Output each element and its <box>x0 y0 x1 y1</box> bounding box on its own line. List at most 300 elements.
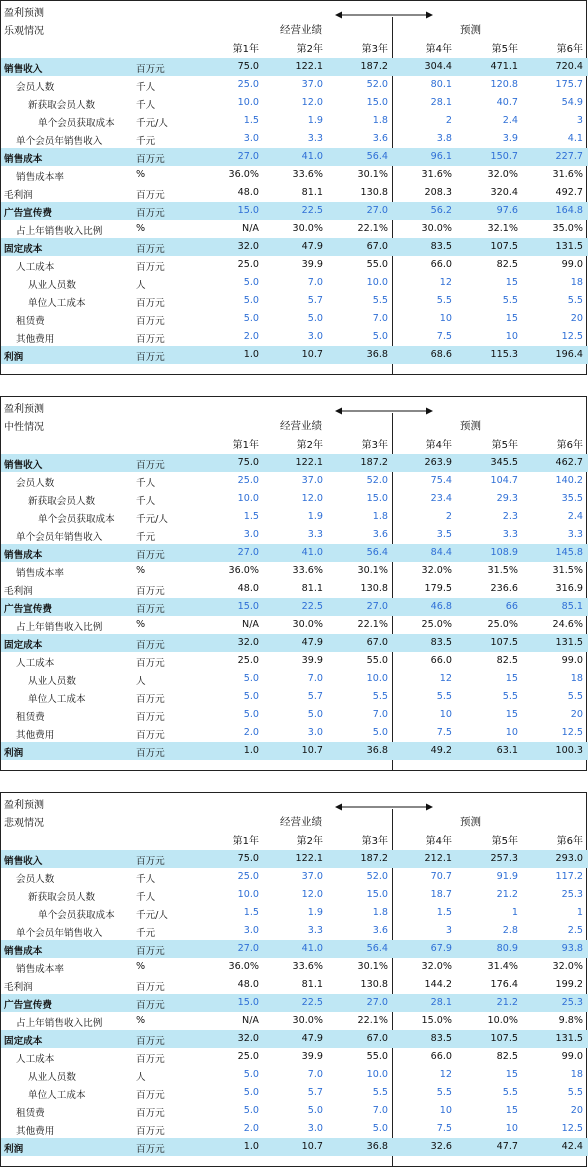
table-row <box>1 1030 588 1048</box>
cell-value: 12.5 <box>561 331 583 342</box>
cell-value: 4.1 <box>567 133 583 144</box>
row-label: 单位人工成本 <box>28 694 86 705</box>
cell-value: 15 <box>505 313 518 324</box>
table-row <box>1 940 588 958</box>
cell-value: 15 <box>505 277 518 288</box>
cell-value: 199.2 <box>555 979 583 990</box>
data-rows <box>1 850 588 1156</box>
row-label: 租赁费 <box>16 316 45 327</box>
cell-value: 63.1 <box>496 745 518 756</box>
cell-value: 3.9 <box>502 133 518 144</box>
cell-value: 3.0 <box>307 331 323 342</box>
cell-value: 10 <box>505 331 518 342</box>
cell-value: 81.1 <box>301 979 323 990</box>
cell-value: 107.5 <box>490 241 518 252</box>
cell-value: 75.0 <box>237 853 259 864</box>
cell-value: 5.0 <box>307 1105 323 1116</box>
row-unit: 百万元 <box>136 946 165 957</box>
row-label: 利润 <box>4 1144 24 1155</box>
cell-value: N/A <box>242 1015 259 1026</box>
cell-value: 1.8 <box>372 115 388 126</box>
cell-value: 345.5 <box>490 457 518 468</box>
cell-value: 5.5 <box>502 691 518 702</box>
cell-value: 31.6% <box>421 169 452 180</box>
row-unit: 千人 <box>136 496 156 507</box>
row-unit: 千人 <box>136 892 156 903</box>
cell-value: 1 <box>511 907 518 918</box>
cell-value: 3.0 <box>243 133 259 144</box>
cell-value: 1.0 <box>243 1141 259 1152</box>
cell-value: 263.9 <box>424 457 452 468</box>
cell-value: 25.0% <box>487 619 518 630</box>
cell-value: 2.0 <box>243 331 259 342</box>
cell-value: 15 <box>505 1069 518 1080</box>
cell-value: 320.4 <box>490 187 518 198</box>
cell-value: 5.0 <box>243 295 259 306</box>
table-row <box>1 634 588 652</box>
cell-value: 48.0 <box>237 583 259 594</box>
cell-value: 37.0 <box>301 475 323 486</box>
cell-value: 96.1 <box>430 151 452 162</box>
cell-value: 70.7 <box>430 871 452 882</box>
row-unit: 人 <box>136 1072 146 1083</box>
cell-value: 66 <box>505 601 518 612</box>
cell-value: 3.8 <box>436 133 452 144</box>
cell-value: 31.6% <box>552 169 583 180</box>
cell-value: 10 <box>439 709 452 720</box>
year-header: 第4年 <box>425 44 452 55</box>
cell-value: 30.0% <box>292 619 323 630</box>
row-label: 人工成本 <box>16 262 55 273</box>
cell-value: 67.0 <box>366 1033 388 1044</box>
row-label: 新获取会员人数 <box>28 100 96 111</box>
row-label: 销售成本率 <box>16 964 64 975</box>
cell-value: 12 <box>439 673 452 684</box>
table-row <box>1 490 588 508</box>
cell-value: 47.7 <box>496 1141 518 1152</box>
cell-value: 33.6% <box>292 565 323 576</box>
cell-value: 18 <box>570 277 583 288</box>
table-row <box>1 508 588 526</box>
cell-value: 48.0 <box>237 187 259 198</box>
row-unit: % <box>136 169 146 180</box>
row-unit: 千元 <box>136 136 156 147</box>
table-row <box>1 652 588 670</box>
row-label: 人工成本 <box>16 658 55 669</box>
row-unit: 百万元 <box>136 244 165 255</box>
table-row <box>1 454 588 472</box>
cell-value: 130.8 <box>360 187 388 198</box>
table-row <box>1 958 588 976</box>
year-header: 第4年 <box>425 836 452 847</box>
table-row <box>1 886 588 904</box>
cell-value: 25.0 <box>237 475 259 486</box>
row-label: 广告宣传费 <box>4 208 52 219</box>
table-row <box>1 94 588 112</box>
cell-value: 7.5 <box>436 331 452 342</box>
cell-value: 40.7 <box>496 97 518 108</box>
cell-value: 2 <box>445 115 452 126</box>
table-row <box>1 922 588 940</box>
table-row <box>1 328 588 346</box>
cell-value: 12.0 <box>301 97 323 108</box>
cell-value: 212.1 <box>424 853 452 864</box>
cell-value: 99.0 <box>561 1051 583 1062</box>
cell-value: 54.9 <box>561 97 583 108</box>
cell-value: 21.2 <box>496 889 518 900</box>
row-label: 销售成本率 <box>16 568 64 579</box>
cell-value: 30.1% <box>357 961 388 972</box>
cell-value: 462.7 <box>555 457 583 468</box>
cell-value: 5.0 <box>243 277 259 288</box>
row-unit: 百万元 <box>136 154 165 165</box>
cell-value: 56.4 <box>366 151 388 162</box>
row-unit: 千元/人 <box>136 910 169 921</box>
table-row <box>1 1084 588 1102</box>
cell-value: 5.7 <box>307 1087 323 1098</box>
row-unit: 人 <box>136 280 146 291</box>
row-unit: % <box>136 961 146 972</box>
row-unit: 千人 <box>136 478 156 489</box>
row-label: 单位人工成本 <box>28 1090 86 1101</box>
table-row <box>1 1048 588 1066</box>
row-unit: 百万元 <box>136 208 165 219</box>
cell-value: 97.6 <box>496 205 518 216</box>
cell-value: 41.0 <box>301 151 323 162</box>
cell-value: 30.1% <box>357 565 388 576</box>
cell-value: 22.5 <box>301 205 323 216</box>
cell-value: 5.0 <box>307 313 323 324</box>
cell-value: 10.0 <box>237 493 259 504</box>
year-header: 第1年 <box>232 836 259 847</box>
row-label: 毛利润 <box>4 190 33 201</box>
row-label: 租赁费 <box>16 1108 45 1119</box>
row-label: 销售成本 <box>4 154 43 165</box>
table-row <box>1 976 588 994</box>
cell-value: 36.8 <box>366 1141 388 1152</box>
cell-value: 32.0 <box>237 241 259 252</box>
cell-value: 47.9 <box>301 241 323 252</box>
cell-value: 3.3 <box>307 133 323 144</box>
row-label: 租赁费 <box>16 712 45 723</box>
table-row <box>1 850 588 868</box>
history-header: 经营业绩 <box>280 816 322 828</box>
row-label: 固定成本 <box>4 244 43 255</box>
cell-value: 7.5 <box>436 727 452 738</box>
cell-value: 1.5 <box>243 907 259 918</box>
row-unit: 百万元 <box>136 1000 165 1011</box>
cell-value: 56.4 <box>366 943 388 954</box>
row-unit: 千人 <box>136 100 156 111</box>
table-row <box>1 346 588 364</box>
cell-value: 3 <box>445 925 452 936</box>
cell-value: 33.6% <box>292 961 323 972</box>
row-unit: 百万元 <box>136 982 165 993</box>
cell-value: 115.3 <box>490 349 518 360</box>
cell-value: 492.7 <box>555 187 583 198</box>
cell-value: 33.6% <box>292 169 323 180</box>
cell-value: 107.5 <box>490 637 518 648</box>
cell-value: 30.1% <box>357 169 388 180</box>
table-row <box>1 1120 588 1138</box>
cell-value: 100.3 <box>555 745 583 756</box>
cell-value: 15 <box>505 1105 518 1116</box>
cell-value: 122.1 <box>295 457 323 468</box>
table-row <box>1 1012 588 1030</box>
cell-value: 67.0 <box>366 241 388 252</box>
cell-value: 37.0 <box>301 79 323 90</box>
cell-value: 31.4% <box>487 961 518 972</box>
table-row <box>1 688 588 706</box>
row-unit: 百万元 <box>136 352 165 363</box>
cell-value: 35.0% <box>552 223 583 234</box>
cell-value: 5.5 <box>372 295 388 306</box>
data-rows <box>1 58 588 364</box>
cell-value: 257.3 <box>490 853 518 864</box>
cell-value: 52.0 <box>366 871 388 882</box>
cell-value: 28.1 <box>430 997 452 1008</box>
cell-value: 25.0 <box>237 79 259 90</box>
cell-value: 3.3 <box>307 925 323 936</box>
cell-value: 187.2 <box>360 853 388 864</box>
row-unit: 百万元 <box>136 1054 165 1065</box>
cell-value: 32.0% <box>552 961 583 972</box>
history-header: 经营业绩 <box>280 420 322 432</box>
cell-value: 15.0% <box>421 1015 452 1026</box>
sheet-title: 盈利预测 <box>4 800 44 811</box>
cell-value: 2.4 <box>567 511 583 522</box>
row-label: 占上年销售收入比例 <box>16 226 103 237</box>
row-unit: 百万元 <box>136 730 165 741</box>
cell-value: 20 <box>570 313 583 324</box>
cell-value: 3.6 <box>372 529 388 540</box>
table-row <box>1 472 588 490</box>
cell-value: 304.4 <box>424 61 452 72</box>
cell-value: 5.0 <box>243 313 259 324</box>
data-rows <box>1 454 588 760</box>
cell-value: 75.0 <box>237 457 259 468</box>
row-label: 新获取会员人数 <box>28 892 96 903</box>
year-header: 第3年 <box>361 836 388 847</box>
row-label: 会员人数 <box>16 874 55 885</box>
cell-value: 10.0 <box>366 673 388 684</box>
table-row <box>1 220 588 238</box>
cell-value: 27.0 <box>366 997 388 1008</box>
row-unit: 百万元 <box>136 460 165 471</box>
cell-value: 5.0 <box>372 1123 388 1134</box>
row-unit: 百万元 <box>136 1144 165 1155</box>
cell-value: 27.0 <box>366 601 388 612</box>
cell-value: 1.5 <box>243 115 259 126</box>
table-row <box>1 238 588 256</box>
cell-value: 1.8 <box>372 907 388 918</box>
cell-value: 75.0 <box>237 61 259 72</box>
cell-value: 27.0 <box>237 547 259 558</box>
cell-value: 5.5 <box>436 691 452 702</box>
table-row <box>1 904 588 922</box>
cell-value: 236.6 <box>490 583 518 594</box>
row-unit: 千元 <box>136 532 156 543</box>
year-header: 第3年 <box>361 44 388 55</box>
cell-value: 1.9 <box>307 115 323 126</box>
cell-value: 55.0 <box>366 259 388 270</box>
cell-value: 120.8 <box>490 79 518 90</box>
row-label: 固定成本 <box>4 1036 43 1047</box>
row-unit: % <box>136 565 146 576</box>
cell-value: 52.0 <box>366 79 388 90</box>
cell-value: 29.3 <box>496 493 518 504</box>
table-row <box>1 166 588 184</box>
cell-value: 10 <box>505 727 518 738</box>
row-label: 单个会员年销售收入 <box>16 136 103 147</box>
row-unit: 千人 <box>136 82 156 93</box>
cell-value: 47.9 <box>301 1033 323 1044</box>
cell-value: 9.8% <box>558 1015 583 1026</box>
cell-value: 84.4 <box>430 547 452 558</box>
cell-value: 22.5 <box>301 997 323 1008</box>
cell-value: 12.5 <box>561 727 583 738</box>
cell-value: 2.0 <box>243 1123 259 1134</box>
cell-value: 1 <box>576 907 583 918</box>
cell-value: 5.0 <box>243 673 259 684</box>
cell-value: 32.0% <box>421 961 452 972</box>
cell-value: N/A <box>242 223 259 234</box>
row-label: 毛利润 <box>4 586 33 597</box>
row-label: 销售成本 <box>4 550 43 561</box>
cell-value: 7.5 <box>436 1123 452 1134</box>
table-row <box>1 562 588 580</box>
row-label: 单个会员获取成本 <box>38 118 115 129</box>
cell-value: 32.0% <box>421 565 452 576</box>
cell-value: 81.1 <box>301 583 323 594</box>
cell-value: 15 <box>505 673 518 684</box>
cell-value: 5.5 <box>436 295 452 306</box>
year-header: 第5年 <box>491 440 518 451</box>
cell-value: 5.0 <box>243 709 259 720</box>
cell-value: 10.0 <box>237 97 259 108</box>
cell-value: 15.0 <box>366 889 388 900</box>
cell-value: 22.1% <box>357 619 388 630</box>
table-row <box>1 742 588 760</box>
cell-value: 23.4 <box>430 493 452 504</box>
cell-value: 3.3 <box>502 529 518 540</box>
cell-value: 27.0 <box>237 943 259 954</box>
cell-value: 36.0% <box>228 565 259 576</box>
cell-value: 12 <box>439 277 452 288</box>
cell-value: 5.5 <box>372 691 388 702</box>
row-label: 占上年销售收入比例 <box>16 622 103 633</box>
cell-value: 5.5 <box>567 691 583 702</box>
row-unit: 百万元 <box>136 604 165 615</box>
cell-value: 15.0 <box>237 205 259 216</box>
row-unit: 百万元 <box>136 334 165 345</box>
cell-value: 10.0 <box>237 889 259 900</box>
cell-value: 15.0 <box>237 601 259 612</box>
row-unit: 千元/人 <box>136 118 169 129</box>
cell-value: 3.3 <box>567 529 583 540</box>
cell-value: 3.6 <box>372 133 388 144</box>
cell-value: 5.5 <box>567 1087 583 1098</box>
cell-value: 145.8 <box>555 547 583 558</box>
table-row <box>1 76 588 94</box>
row-label: 从业人员数 <box>28 280 76 291</box>
cell-value: 39.9 <box>301 655 323 666</box>
cell-value: 131.5 <box>555 241 583 252</box>
table-row <box>1 202 588 220</box>
cell-value: 10 <box>439 313 452 324</box>
cell-value: 3.5 <box>436 529 452 540</box>
year-header: 第2年 <box>296 836 323 847</box>
row-label: 单个会员获取成本 <box>38 514 115 525</box>
cell-value: 5.5 <box>567 295 583 306</box>
forecast-header: 预测 <box>460 24 481 36</box>
row-label: 毛利润 <box>4 982 33 993</box>
cell-value: 83.5 <box>430 1033 452 1044</box>
cell-value: 32.0 <box>237 637 259 648</box>
year-header: 第5年 <box>491 836 518 847</box>
cell-value: 12.5 <box>561 1123 583 1134</box>
cell-value: 28.1 <box>430 97 452 108</box>
row-unit: % <box>136 223 146 234</box>
cell-value: 12.0 <box>301 493 323 504</box>
row-unit: 百万元 <box>136 1126 165 1137</box>
cell-value: 2.0 <box>243 727 259 738</box>
year-header: 第3年 <box>361 440 388 451</box>
cell-value: 144.2 <box>424 979 452 990</box>
cell-value: 32.0% <box>487 169 518 180</box>
cell-value: 12 <box>439 1069 452 1080</box>
cell-value: 31.5% <box>552 565 583 576</box>
cell-value: 15.0 <box>366 97 388 108</box>
row-unit: 百万元 <box>136 64 165 75</box>
cell-value: 18.7 <box>430 889 452 900</box>
cell-value: 83.5 <box>430 637 452 648</box>
table-row <box>1 256 588 274</box>
cell-value: 2.5 <box>567 925 583 936</box>
year-header: 第5年 <box>491 44 518 55</box>
cell-value: 122.1 <box>295 853 323 864</box>
row-label: 单位人工成本 <box>28 298 86 309</box>
cell-value: 2.8 <box>502 925 518 936</box>
row-unit: % <box>136 1015 146 1026</box>
cell-value: 720.4 <box>555 61 583 72</box>
cell-value: 10.0 <box>366 277 388 288</box>
cell-value: 5.0 <box>243 1069 259 1080</box>
row-label: 人工成本 <box>16 1054 55 1065</box>
cell-value: 316.9 <box>555 583 583 594</box>
cell-value: 68.6 <box>430 349 452 360</box>
year-header: 第6年 <box>556 440 583 451</box>
row-unit: 百万元 <box>136 748 165 759</box>
row-label: 利润 <box>4 748 24 759</box>
table-row <box>1 544 588 562</box>
cell-value: 2.4 <box>502 115 518 126</box>
cell-value: 1.8 <box>372 511 388 522</box>
row-label: 销售收入 <box>4 856 43 867</box>
cell-value: 130.8 <box>360 979 388 990</box>
cell-value: 25.3 <box>561 889 583 900</box>
cell-value: 42.4 <box>561 1141 583 1152</box>
table-row <box>1 706 588 724</box>
year-header: 第2年 <box>296 440 323 451</box>
cell-value: 35.5 <box>561 493 583 504</box>
cell-value: 131.5 <box>555 1033 583 1044</box>
cell-value: 27.0 <box>366 205 388 216</box>
table-row <box>1 184 588 202</box>
cell-value: 31.5% <box>487 565 518 576</box>
year-header: 第1年 <box>232 44 259 55</box>
table-row <box>1 1138 588 1156</box>
